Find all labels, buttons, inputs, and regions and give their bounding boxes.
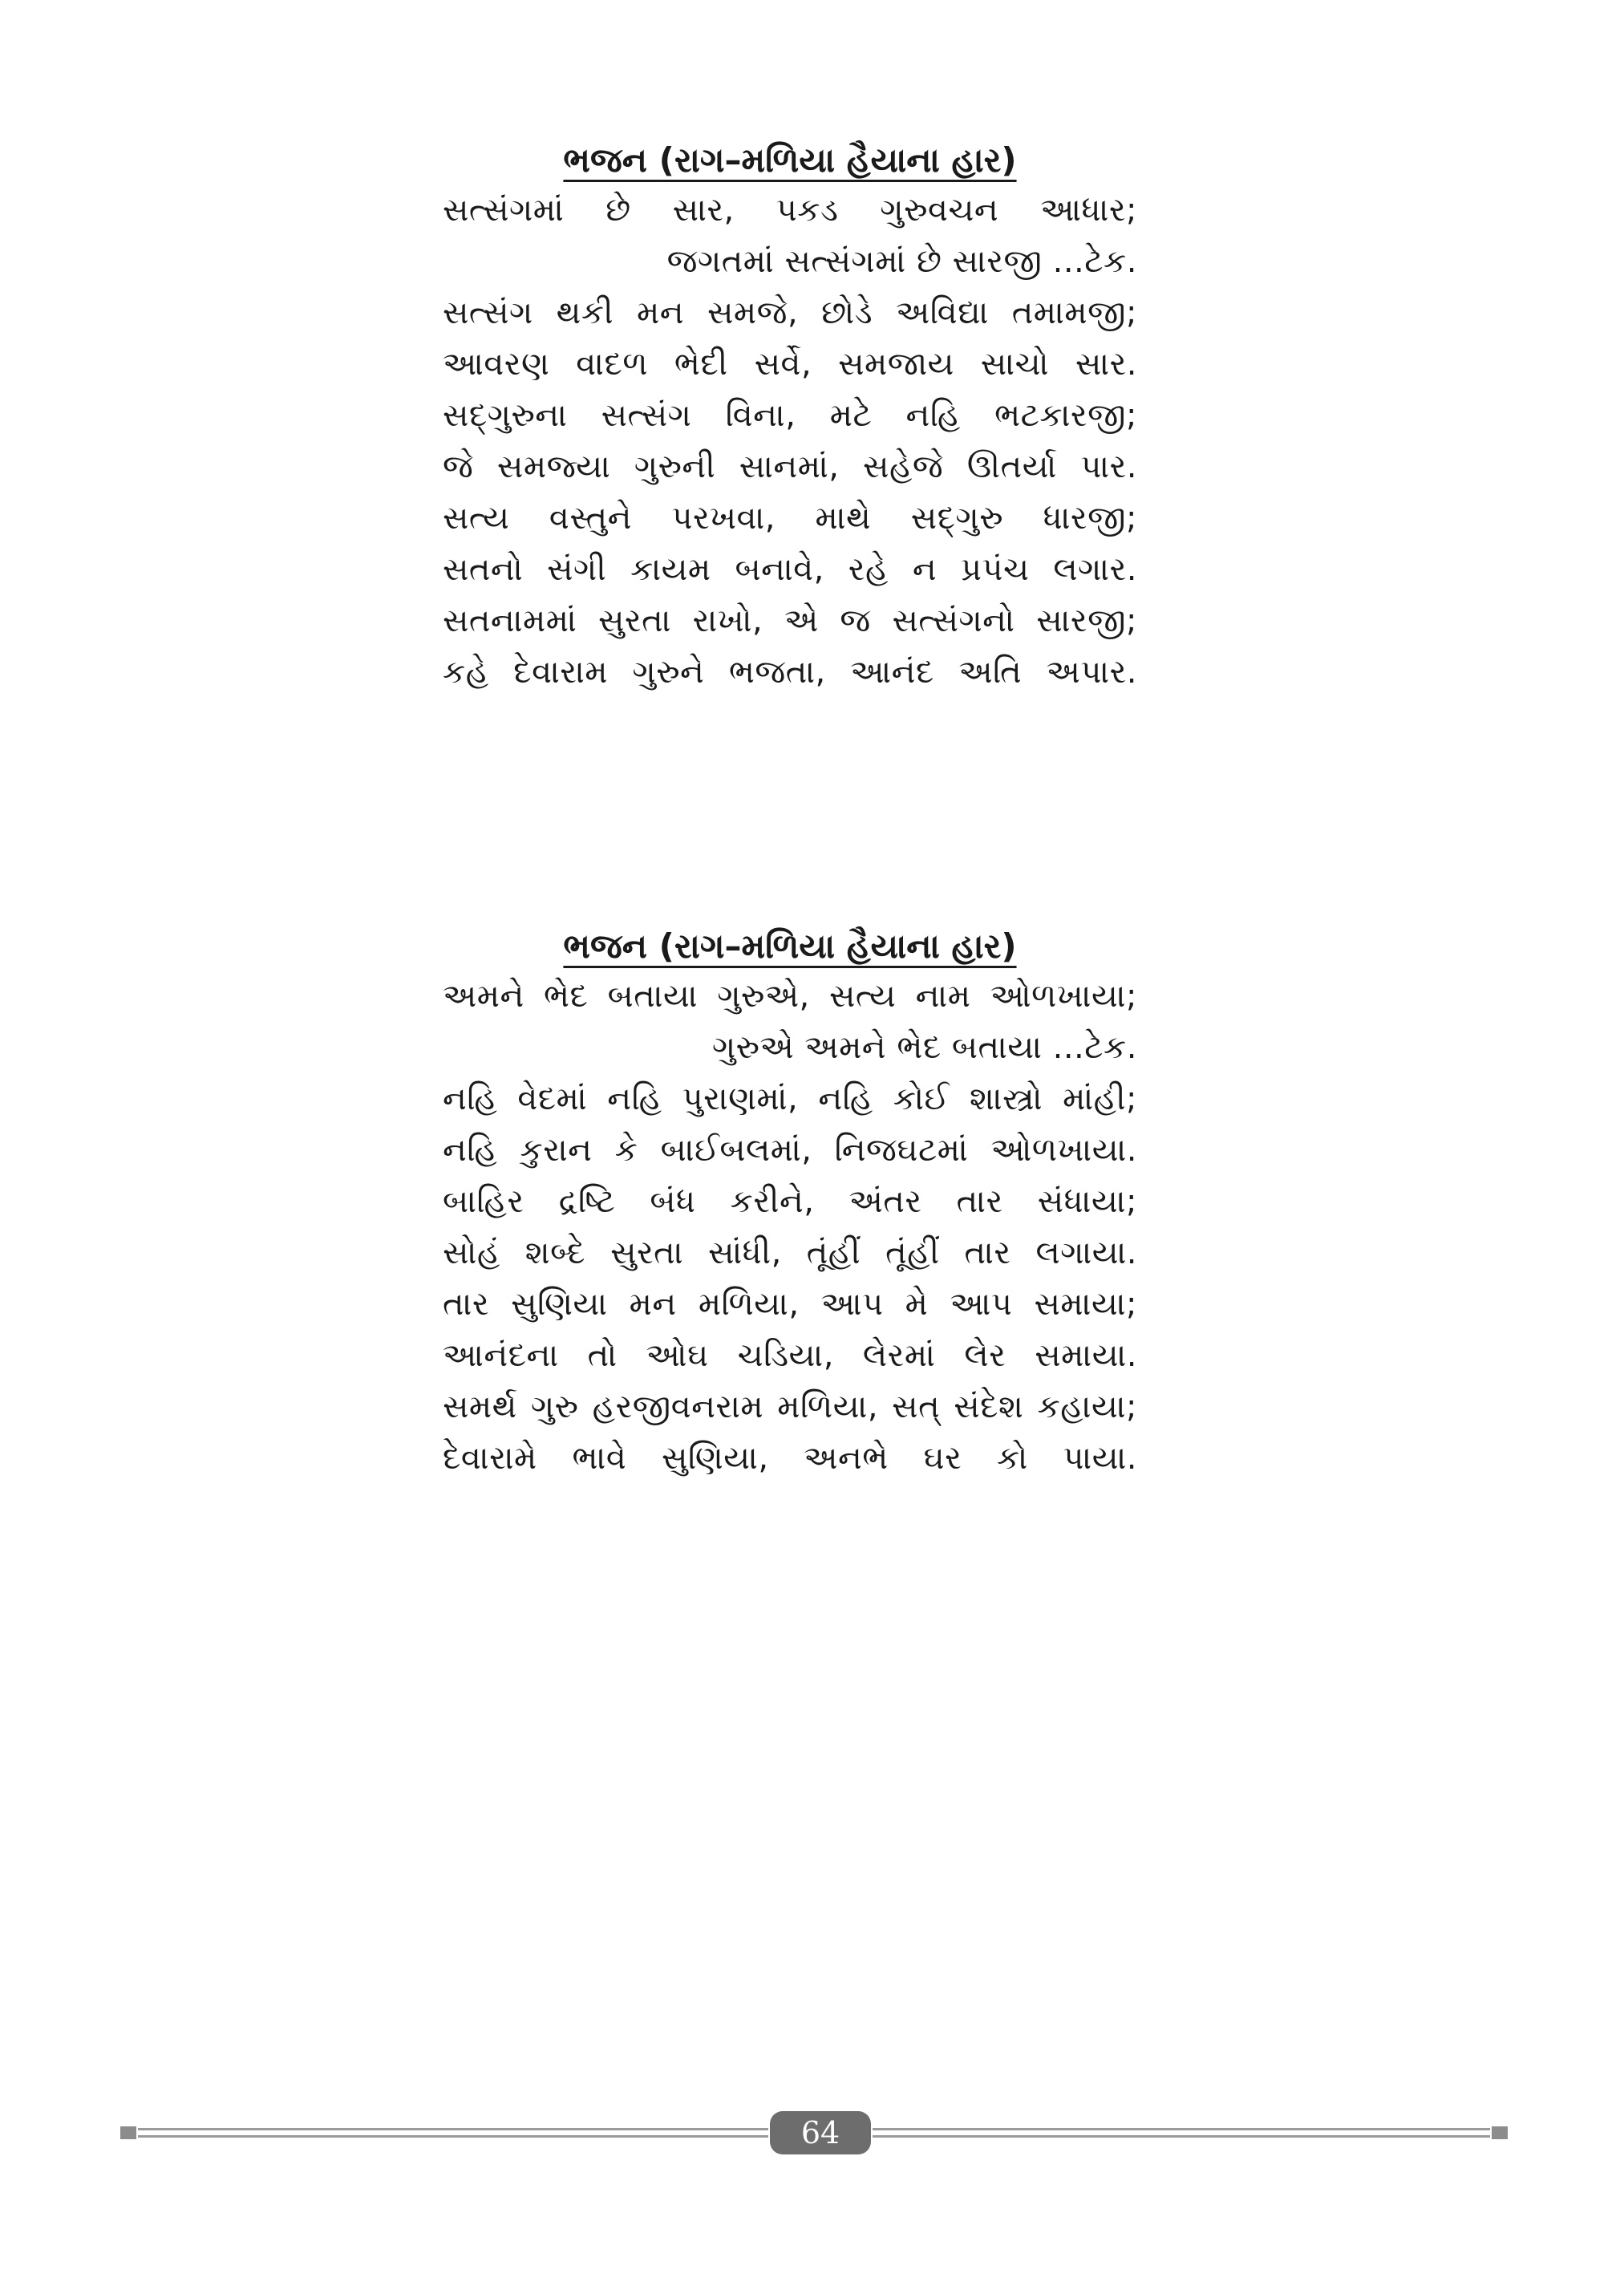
verse-line: સદ્‌ગુરુના સત્સંગ વિના, મટે નહિ ભટકારજી; <box>443 397 1137 434</box>
verse-line: આવરણ વાદળ ભેદી સર્વે, સમજાય સાચો સાર. <box>443 346 1137 383</box>
bhajan-section-1 <box>443 136 1137 698</box>
bhajan-section-2 <box>443 922 1137 1484</box>
bhajan-verse-list-1 <box>443 184 1137 698</box>
bhajan-title-1: ભજન (રાગ–મળિયા હૈયાના હાર) <box>563 140 1017 180</box>
verse-line: સત્ય વસ્તુને પરખવા, માથે સદ્‌ગુરુ ધારજી; <box>443 500 1137 537</box>
verse-line: સતનો સંગી કાયમ બનાવે, રહે ન પ્રપંચ લગાર. <box>443 551 1137 588</box>
verse-line: બાહિર દ્રષ્ટિ બંધ કરીને, અંતર તાર સંધાયા; <box>443 1183 1137 1220</box>
verse-line: કહે દેવારામ ગુરુને ભજતા, આનંદ અતિ અપાર. <box>443 654 1137 691</box>
footer-rule-left <box>138 2128 768 2138</box>
verse-line: સોહં શબ્દે સુરતા સાંધી, તૂંહીં તૂંહીં તાર લગાયા. <box>443 1234 1137 1271</box>
verse-line: આનંદના તો ઓઘ ચડિયા, લેરમાં લેર સમાયા. <box>443 1337 1137 1374</box>
page-number-badge: 64 <box>770 2111 871 2154</box>
verse-line: જે સમજ્યા ગુરુની સાનમાં, સહેજે ઊતર્યા પાર. <box>443 448 1137 485</box>
bhajan-verse-list-2 <box>443 971 1137 1484</box>
verse-line: તાર સુણિયા મન મળિયા, આપ મે આપ સમાયા; <box>443 1286 1137 1323</box>
verse-line: દેવારામે ભાવે સુણિયા, અનભે ઘર કો પાયા. <box>443 1440 1137 1477</box>
verse-line: નહિ કુરાન કે બાઈબલમાં, નિજઘટમાં ઓળખાયા. <box>443 1132 1137 1169</box>
footer-end-cap-left <box>120 2126 136 2139</box>
verse-line: અમને ભેદ બતાયા ગુરુએ, સત્ય નામ ઓળખાયા; <box>443 978 1137 1015</box>
verse-line: નહિ વેદમાં નહિ પુરાણમાં, નહિ કોઈ શાસ્ત્રો માંહી; <box>443 1080 1137 1117</box>
footer-end-cap-right <box>1492 2126 1508 2139</box>
footer-rule-right <box>873 2128 1490 2138</box>
verse-line: સત્સંગમાં છે સાર, પકડ ગુરુવચન આધાર; <box>443 192 1137 229</box>
bhajan-title-2: ભજન (રાગ–મળિયા હૈયાના હાર) <box>563 926 1017 966</box>
verse-line: સતનામમાં સુરતા રાખો, એ જ સત્સંગનો સારજી; <box>443 602 1137 639</box>
verse-refrain-line: જગતમાં સત્સંગમાં છે સારજી ...ટેક. <box>666 243 1137 280</box>
page-footer <box>120 2111 1508 2154</box>
verse-line: સત્સંગ થકી મન સમજે, છોડે અવિદ્યા તમામજી; <box>443 294 1137 331</box>
verse-line: સમર્થ ગુરુ હરજીવનરામ મળિયા, સત્ સંદેશ કહાયા; <box>443 1388 1137 1425</box>
verse-refrain-line: ગુરુએ અમને ભેદ બતાયા ...ટેક. <box>711 1029 1137 1066</box>
